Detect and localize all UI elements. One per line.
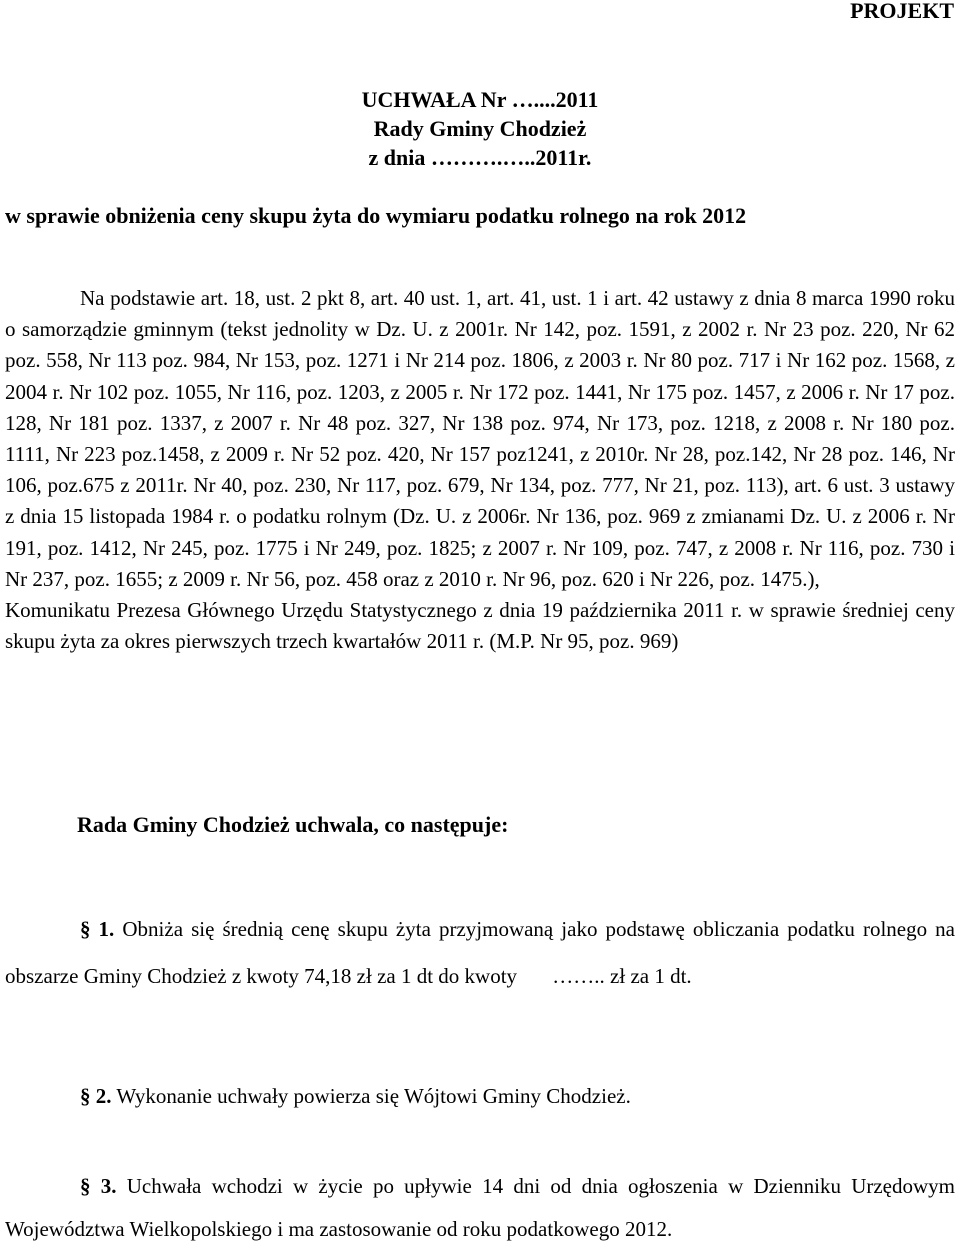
paragraph-1-text: Obniża się średnią cenę skupu żyta przyjmowaną jako podstawę obliczania podatku rolnego na obszarze Gminy Chodzież z kwoty 74,18 zł za 1 dt do kwoty — [5, 917, 955, 988]
paragraph-3-mark: § 3. — [80, 1174, 117, 1198]
resolution-date: z dnia ……….…..2011r. — [368, 145, 592, 170]
paragraph-2 — [5, 1081, 955, 1111]
legal-basis — [5, 283, 955, 657]
resolution-subject: w sprawie obniżenia ceny skupu żyta do wymiaru podatku rolnego na rok 2012 — [5, 203, 747, 228]
draft-stamp: PROJEKT — [850, 0, 954, 23]
resolution-number: UCHWAŁA Nr …....2011 — [361, 87, 599, 112]
paragraph-2-text: Wykonanie uchwały powierza się Wójtowi Gminy Chodzież. — [111, 1084, 631, 1108]
resolving-formula: Rada Gminy Chodzież uchwala, co następuje: — [77, 812, 509, 837]
paragraph-2-mark: § 2. — [80, 1084, 112, 1108]
legal-basis-announcement: Komunikatu Prezesa Głównego Urzędu Statystycznego z dnia 19 października 2011 r. w sprawie średniej ceny skupu żyta za okres pierwszych trzech kwartałów 2011 r. (M.P. Nr 95, poz. 969) — [5, 598, 955, 654]
paragraph-1-mark: § 1. — [80, 917, 115, 941]
council-name: Rady Gminy Chodzież — [373, 116, 587, 141]
paragraph-1-amount: …….. zł za 1 dt. — [552, 964, 692, 988]
paragraph-1 — [5, 906, 955, 1000]
paragraph-3 — [5, 1165, 955, 1251]
paragraph-3-text: Uchwała wchodzi w życie po upływie 14 dni od dnia ogłoszenia w Dzienniku Urzędowym Województwa Wielkopolskiego i ma zastosowanie od roku podatkowego 2012. — [5, 1174, 956, 1241]
legal-basis-statutes: Na podstawie art. 18, ust. 2 pkt 8, art. 40 ust. 1, art. 41, ust. 1 i art. 42 ustawy z dnia 8 marca 1990 roku o samorządzie gminnym (tekst jednolity w Dz. U. z 2001r. Nr 142, poz. 1591, z 2002 r. Nr 23 poz. 220, Nr 62 poz. 558, Nr 113 poz. 984, Nr 153, poz. 1271 i Nr 214 poz. 1806, z 2003 r. Nr 80 poz. 717 i Nr 162 poz. 1568, z 2004 r. Nr 102 poz. 1055, Nr 116, poz. 1203, z 2005 r. Nr 172 poz. 1441, Nr 175 poz. 1457, z 2006 r. Nr 17 poz. 128, Nr 181 poz. 1337, z 2007 r. Nr 48 poz. 327, Nr 138 poz. 974, Nr 173, poz. 1218, z 2008 r. Nr 180 poz. 1111, Nr 223 poz.1458, z 2009 r. Nr 52 poz. 420, Nr 157 poz1241, z 2010r. Nr 28, poz.142, Nr 28 poz. 146, Nr 106, poz.675 z 2011r. Nr 40, poz. 230, Nr 117, poz. 679, Nr 134, poz. 777, Nr 21, poz. 113), art. 6 ust. 3 ustawy z dnia 15 listopada 1984 r. o podatku rolnym (Dz. U. z 2006r. Nr 136, poz. 969 z zmianami Dz. U. z 2006 r. Nr 191, poz. 1412, Nr 245, poz. 1775 i Nr 249, poz. 1825; z 2007 r. Nr 109, poz. 747, z 2008 r. Nr 116, poz. 730 i Nr 237, poz. 1655; z 2009 r. Nr 56, poz. 458 oraz z 2010 r. Nr 96, poz. 620 i Nr 226, poz. 1475.), — [5, 286, 955, 591]
